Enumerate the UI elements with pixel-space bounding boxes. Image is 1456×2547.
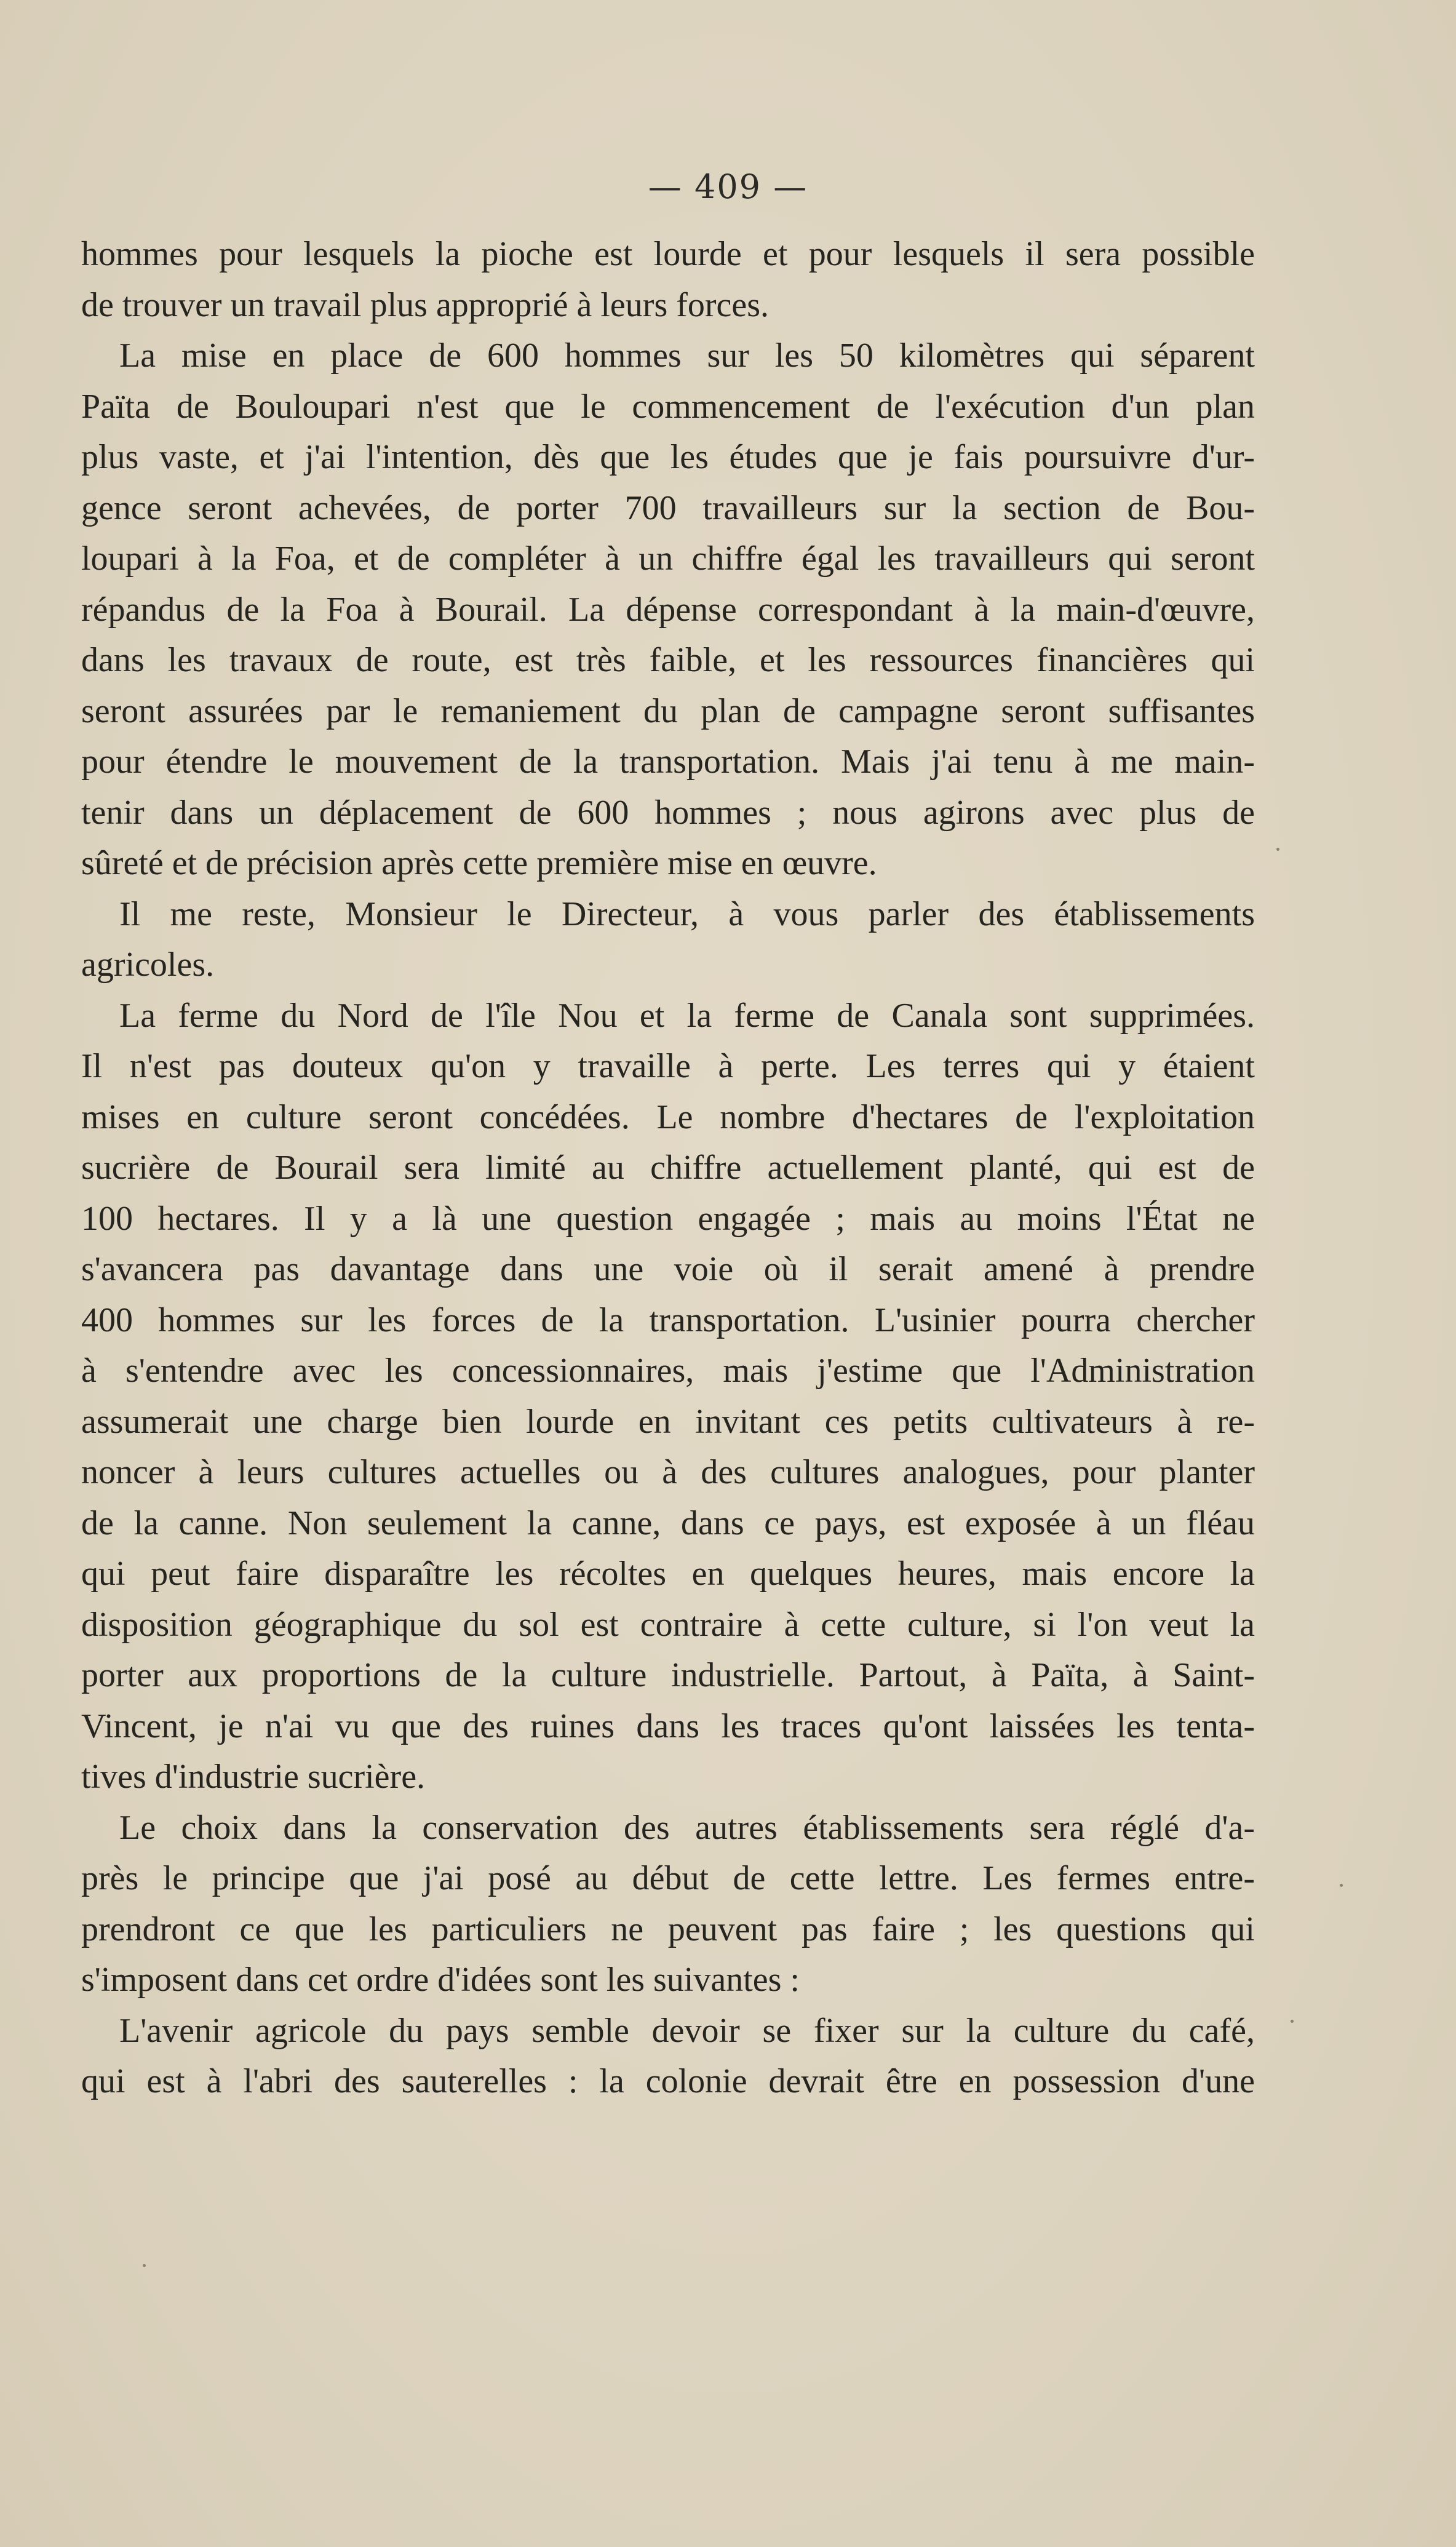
- text-line: sucrière de Bourail sera limité au chiffre actuellement planté, qui est de: [81, 1149, 1255, 1187]
- text-line: assumerait une charge bien lourde en invitant ces petits cultivateurs à re-: [81, 1402, 1255, 1441]
- text-line: à s'entendre avec les concessionnaires, mais j'estime que l'Administration: [81, 1352, 1255, 1390]
- page-number: — 409 —: [648, 167, 808, 206]
- text-line: agricoles.: [81, 946, 215, 984]
- text-line: qui est à l'abri des sauterelles : la colonie devrait être en possession d'une: [81, 2062, 1255, 2100]
- text-line: La ferme du Nord de l'île Nou et la ferme de Canala sont supprimées.: [119, 996, 1255, 1035]
- text-line: Le choix dans la conservation des autres établissements sera réglé d'a-: [119, 1808, 1255, 1847]
- text-line: noncer à leurs cultures actuelles ou à des cultures analogues, pour planter: [81, 1453, 1255, 1491]
- text-line: sûreté et de précision après cette première mise en œuvre.: [81, 844, 877, 882]
- text-line: s'avancera pas davantage dans une voie où il serait amené à prendre: [81, 1250, 1255, 1288]
- text-line: 400 hommes sur les forces de la transportation. L'usinier pourra chercher: [81, 1301, 1255, 1339]
- text-line: dans les travaux de route, est très faible, et les ressources financières qui: [81, 641, 1255, 679]
- text-line: répandus de la Foa à Bourail. La dépense correspondant à la main-d'œuvre,: [81, 590, 1255, 629]
- paper-speck: [1276, 848, 1279, 851]
- text-line: 100 hectares. Il y a là une question engagée ; mais au moins l'État ne: [81, 1199, 1255, 1238]
- text-line: pour étendre le mouvement de la transportation. Mais j'ai tenu à me main-: [81, 743, 1255, 781]
- text-line: de trouver un travail plus approprié à leurs forces.: [81, 285, 770, 324]
- text-line: mises en culture seront concédées. Le nombre d'hectares de l'exploitation: [81, 1098, 1255, 1136]
- paper-speck: [1291, 2020, 1294, 2023]
- paper-speck: [143, 2264, 146, 2267]
- text-line: de la canne. Non seulement la canne, dans ce pays, est exposée à un fléau: [81, 1504, 1255, 1542]
- text-line: Il me reste, Monsieur le Directeur, à vous parler des établissements: [119, 895, 1255, 933]
- paper-speck: [1340, 1884, 1343, 1887]
- text-line: tenir dans un déplacement de 600 hommes ; nous agirons avec plus de: [81, 793, 1255, 832]
- text-line: seront assurées par le remaniement du plan de campagne seront suffisantes: [81, 692, 1255, 730]
- text-line: tives d'industrie sucrière.: [81, 1758, 426, 1796]
- text-line: disposition géographique du sol est contraire à cette culture, si l'on veut la: [81, 1605, 1255, 1644]
- text-line: s'imposent dans cet ordre d'idées sont les suivantes :: [81, 1961, 800, 1999]
- text-line: plus vaste, et j'ai l'intention, dès que les études que je fais poursuivre d'ur-: [81, 438, 1255, 476]
- text-line: gence seront achevées, de porter 700 travailleurs sur la section de Bou-: [81, 488, 1255, 527]
- text-line: L'avenir agricole du pays semble devoir se fixer sur la culture du café,: [119, 2011, 1255, 2050]
- text-line: prendront ce que les particuliers ne peuvent pas faire ; les questions qui: [81, 1910, 1255, 1948]
- text-line: qui peut faire disparaître les récoltes en quelques heures, mais encore la: [81, 1555, 1255, 1593]
- body-text: [81, 229, 1255, 2107]
- text-line: porter aux proportions de la culture industrielle. Partout, à Païta, à Saint-: [81, 1656, 1255, 1694]
- text-line: Vincent, je n'ai vu que des ruines dans les traces qu'ont laissées les tenta-: [81, 1707, 1255, 1745]
- text-line: hommes pour lesquels la pioche est lourde et pour lesquels il sera possible: [81, 235, 1255, 273]
- text-line: près le principe que j'ai posé au début de cette lettre. Les fermes entre-: [81, 1859, 1255, 1897]
- text-line: loupari à la Foa, et de compléter à un chiffre égal les travailleurs qui seront: [81, 540, 1255, 578]
- text-line: La mise en place de 600 hommes sur les 50 kilomètres qui séparent: [119, 337, 1255, 375]
- text-line: Il n'est pas douteux qu'on y travaille à perte. Les terres qui y étaient: [81, 1047, 1255, 1085]
- text-line: Païta de Bouloupari n'est que le commencement de l'exécution d'un plan: [81, 387, 1255, 426]
